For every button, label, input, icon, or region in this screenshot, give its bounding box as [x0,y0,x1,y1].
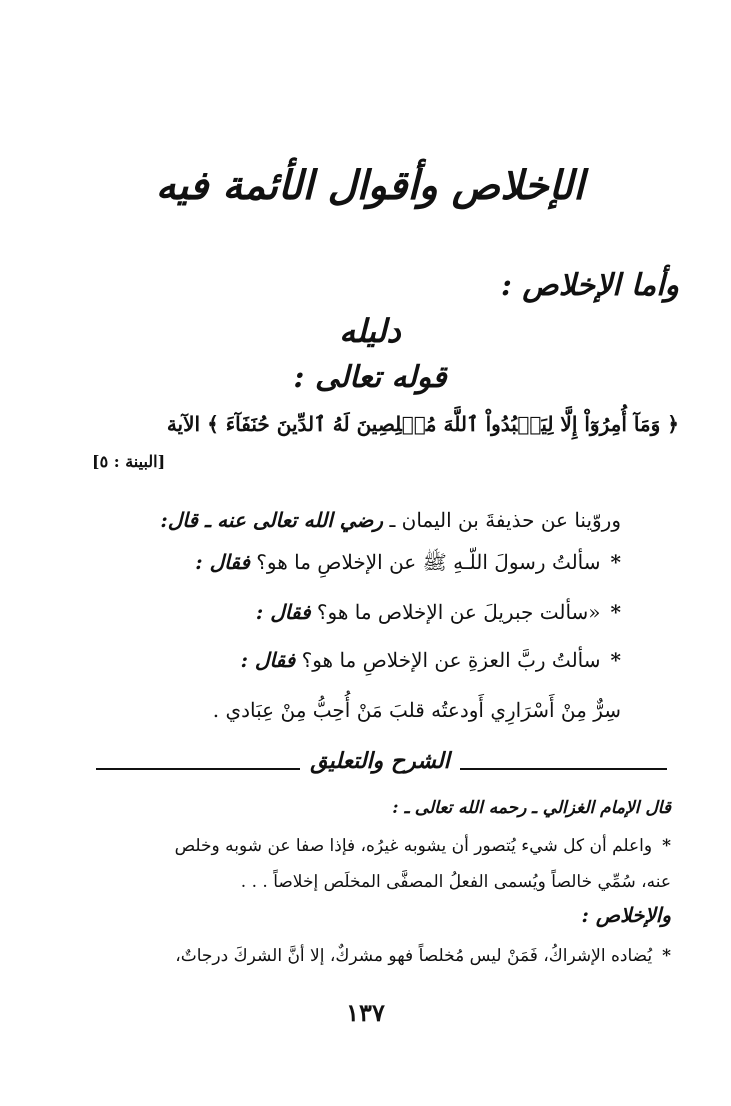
honorific: رضي الله تعالى عنه [217,508,384,532]
chapter-title: الإخلاص وأقوال الأئمة فيه [155,162,585,209]
hadith-line-2 [256,600,621,624]
page-number: ١٣٧ [346,998,385,1027]
hadith-line-1-text: سألتُ رسولَ اللّـهِ ﷺ عن الإخلاصِ ما هو؟ [256,550,601,574]
verse-text: ﴿ وَمَآ أُمِرُوٓاْ إِلَّا لِيَعۡبُدُواْ ٱللَّهَ مُخۡلِصِينَ لَهُ ٱلدِّينَ حُنَفَآءَ ﴾ [207,412,679,436]
ghazali-intro-end: ـ : [392,798,410,818]
hadith-line-3 [241,648,621,672]
bullet-icon: * [610,648,621,672]
bullet-icon: * [662,836,671,856]
ghazali-intro [392,798,671,818]
section-heading: وأما الإخلاص : [500,268,679,303]
commentary-line-1 [175,836,671,856]
hadith-line-3-text: سألتُ ربَّ العزةِ عن الإخلاصِ ما هو؟ [301,648,601,672]
hadith-line-1 [195,550,621,579]
separator-line-left [96,768,300,770]
bullet-icon: * [610,600,621,624]
bullet-icon: * [662,946,671,966]
ghazali-intro-text: قال الإمام الغزالي ـ [531,798,671,818]
hadith-line-2-said: فقال : [255,600,311,624]
commentary-line-1-text: واعلم أن كل شيء يُتصور أن يشوبه غيرُه، فإذا صفا عن شوبه وخلص [174,836,653,856]
proof-heading: دليله [339,312,401,350]
bullet-icon: * [610,550,621,574]
saying-heading: قوله تعالى : [293,360,447,395]
separator-title: الشرح والتعليق [310,748,450,774]
verse-suffix: الآية [166,412,201,436]
hadith-intro-said: ـ قال: [160,508,211,532]
hadith-line-1-said: فقال : [195,550,250,574]
commentary-line-2: عنه، سُمِّي خالصاً ويُسمى الفعلُ المصفَّى المخلَص إخلاصاً . . . [240,872,671,892]
ghazali-honorific: رحمه الله تعالى [414,798,527,818]
hadith-answer: سِرٌّ مِنْ أَسْرَارِي أَودعتُه قلبَ مَنْ أُحِبُّ مِنْ عِبَادي . [212,698,621,722]
verse-reference: [البينة : ٥] [92,452,166,471]
commentary-subheading: والإخلاص : [581,903,671,927]
hadith-intro [160,508,621,532]
hadith-line-2-text: «سألت جبريلَ عن الإخلاص ما هو؟ [316,600,601,624]
commentary-line-3-text: يُضاده الإشراكُ، فَمَنْ ليس مُخلصاً فهو مشركٌ، إلا أنَّ الشركَ درجاتٌ، [175,946,653,966]
hadith-line-3-said: فقال : [240,648,296,672]
commentary-line-3 [175,946,671,966]
hadith-intro-text: وروّينا عن حذيفةَ بن اليمان ـ [389,508,621,532]
quran-verse [167,412,679,436]
separator-line-right [460,768,667,770]
